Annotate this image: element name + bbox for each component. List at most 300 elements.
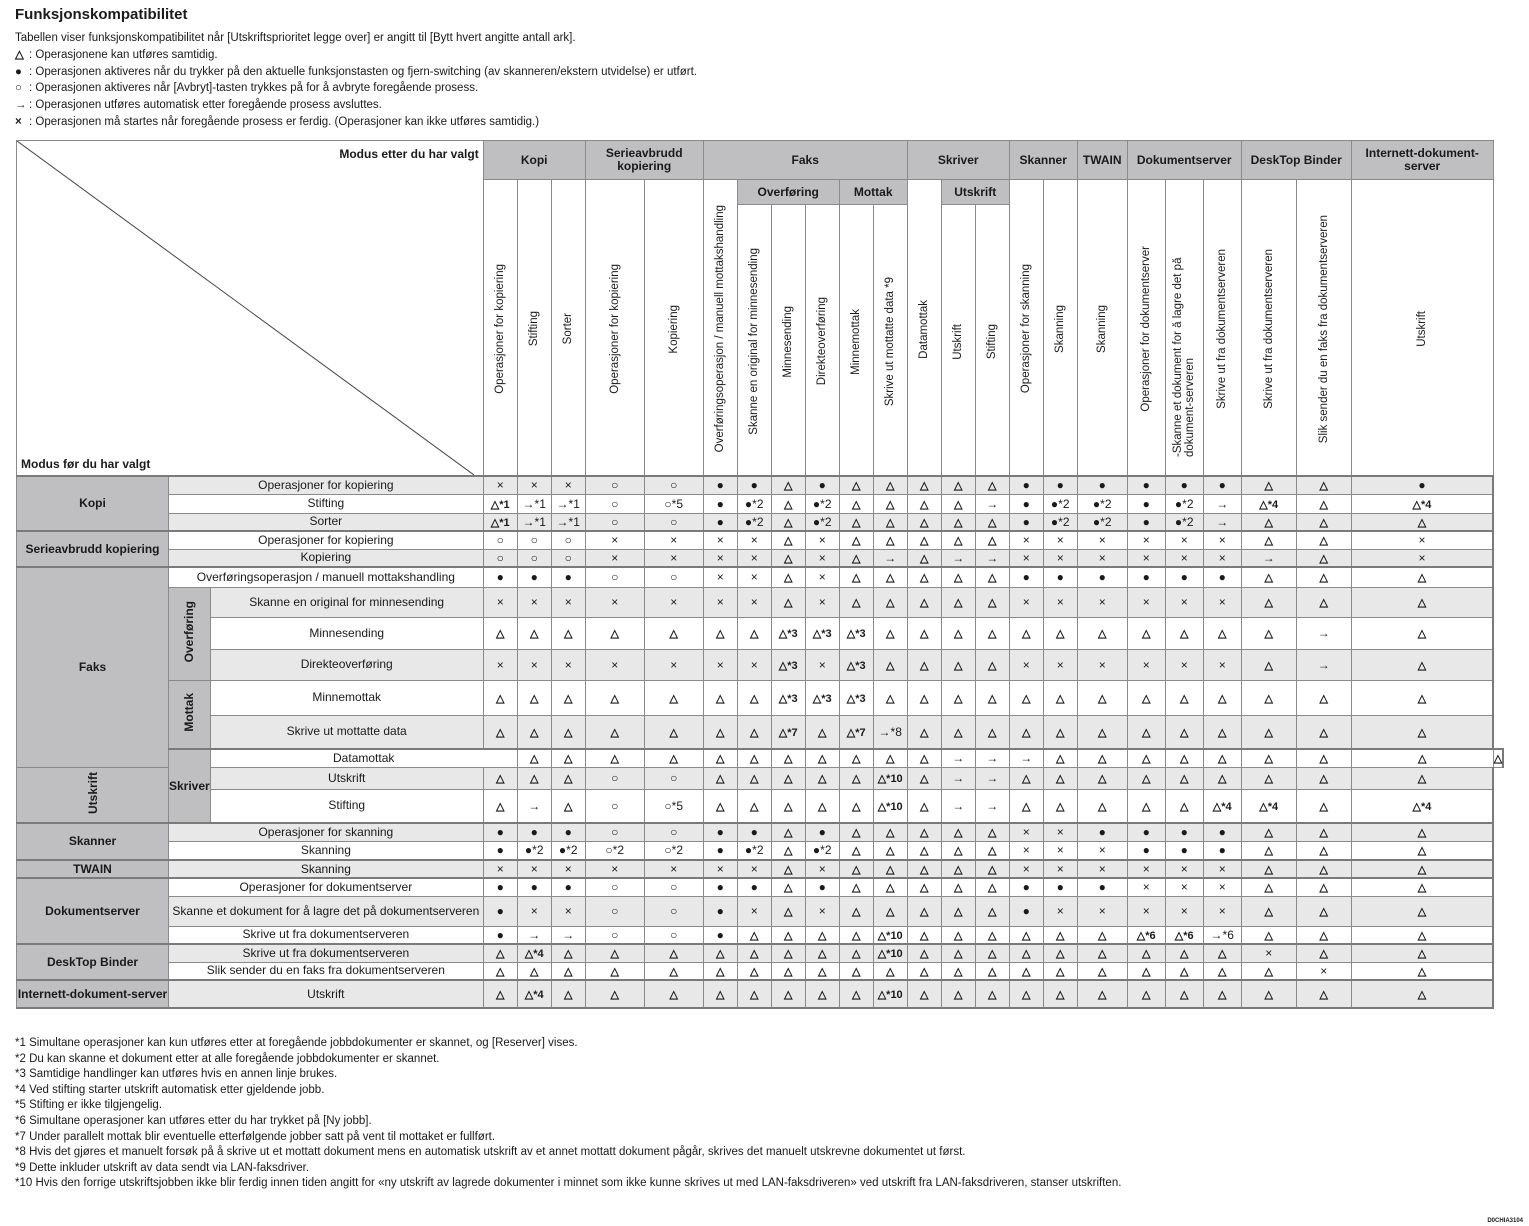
cross-icon: × [716,657,724,672]
table-cell [975,749,1009,767]
table-cell [1165,926,1203,944]
table-cell [941,680,975,715]
cross-icon: × [818,657,826,672]
cross-icon: × [1022,825,1030,840]
triangle-icon: △ [987,845,997,858]
cross-icon: × [1056,904,1064,918]
arrow-right-icon: → [528,798,541,813]
table-cell [1351,494,1493,513]
arrow-right-icon: → [1216,514,1229,529]
triangle-icon: △*4 [1412,498,1432,511]
filled-circle-icon: ● [716,514,724,529]
table-row [17,549,1504,567]
table-cell [1127,587,1165,617]
table-cell [703,980,737,1008]
table-cell [1127,980,1165,1008]
triangle-icon: △ [529,726,539,739]
open-circle-icon: ○ [670,570,678,585]
table-cell [1203,896,1241,926]
table-cell [517,767,551,789]
table-cell [839,649,873,680]
triangle-icon: △ [987,948,997,961]
table-cell [771,823,805,841]
table-cell [941,789,975,823]
table-cell [644,926,703,944]
table-cell [771,980,805,1008]
triangle-icon: △ [783,845,793,858]
table-row [17,649,1504,680]
col-header: Operasjoner for dokumentserver [1127,180,1165,477]
table-cell [1296,896,1351,926]
triangle-icon: △ [987,659,997,672]
table-cell [805,926,839,944]
triangle-icon: △ [851,929,861,942]
triangle-icon: △ [987,516,997,529]
triangle-icon: △ [1264,597,1273,609]
triangle-icon: △ [1264,906,1273,918]
cross-icon: × [1218,533,1226,548]
table-cell [1043,549,1077,567]
table-cell [941,749,975,767]
table-cell [703,926,737,944]
triangle-icon: △ [987,929,997,942]
row-group-skanner: Skanner [17,823,169,860]
row-label: Stifting [169,494,484,513]
table-cell [517,980,551,1008]
arrow-right-icon: → [952,771,965,785]
table-cell [1009,494,1043,513]
row-subgroup-skriver_utskrift: Utskrift [17,767,169,823]
table-cell [1127,567,1165,587]
table-cell [941,476,975,494]
triangle-icon: △ [749,753,759,766]
table-cell [1077,860,1127,878]
triangle-icon: △ [1417,906,1427,918]
cross-icon: × [530,862,538,876]
triangle-icon: △ [783,498,793,511]
table-cell [839,617,873,649]
triangle-icon: △ [851,906,861,918]
filled-circle-icon: ● [1218,478,1226,493]
triangle-icon: △ [953,845,963,858]
filled-circle-icon: ● [818,825,826,840]
table-cell [1043,789,1077,823]
table-cell [1009,513,1043,531]
triangle-icon: △ [885,827,895,840]
table-row [17,926,1504,944]
filled-circle-icon: ● [1022,904,1030,918]
col-header: -Skanne et dokument for å lagre det på dokument-serveren [1165,180,1203,477]
triangle-icon: △ [919,882,929,895]
table-cell [839,841,873,860]
table-cell [1009,841,1043,860]
triangle-icon: △ [669,965,678,978]
figure-code: D0CHIA3104 [1487,1218,1523,1224]
footnote: *1 Simultane operasjoner kan kun utføres etter at foregående jobbdokumenter er skannet, og [Reserver] vises. [15,1037,578,1049]
table-cell [1296,680,1351,715]
col-header: Operasjoner for skanning [1009,180,1043,477]
table-cell [941,896,975,926]
triangle-icon: △ [1179,726,1189,739]
table-cell [644,860,703,878]
table-cell [907,476,941,494]
table-cell [873,944,907,962]
triangle-icon: △ [1179,989,1189,1001]
cross-icon: × [1218,657,1226,672]
triangle-icon: △*10 [877,989,903,1001]
table-cell [805,494,839,513]
before-mode-label: Modus før du har valgt [21,457,151,471]
table-cell [703,860,737,878]
table-cell [1043,531,1077,549]
table-cell [737,767,771,789]
open-circle-icon: ○ [15,82,22,95]
triangle-icon: △ [610,965,619,978]
table-cell [644,749,703,767]
table-cell [1127,878,1165,896]
table-cell [1077,567,1127,587]
table-cell [1165,476,1203,494]
filled-circle-icon: ● [530,880,538,895]
table-cell [1077,789,1127,823]
table-cell [1165,962,1203,980]
triangle-icon: △ [715,628,725,640]
legend-item: △ : Operasjonene kan utføres samtidig. [15,47,697,64]
table-cell [1127,896,1165,926]
triangle-icon: △ [749,989,759,1001]
triangle-icon: △ [715,726,725,739]
table-cell [1077,926,1127,944]
triangle-icon: △ [495,989,505,1001]
table-cell [1351,878,1493,896]
table-cell [1351,587,1493,617]
table-row [17,715,1504,749]
table-cell [941,587,975,617]
table-cell [771,549,805,567]
table-cell [839,715,873,749]
table-cell [1351,944,1493,962]
table-cell [771,896,805,926]
triangle-icon: △ [1417,572,1427,585]
table-cell [1043,860,1077,878]
triangle-icon: △ [953,659,963,672]
filled-circle-icon: ● [716,825,724,840]
table-cell [907,513,941,531]
cross-icon: × [1098,843,1106,858]
table-row [17,567,1504,587]
legend-item: ● : Operasjonen aktiveres når du trykker på den aktuelle funksjonstasten og fjern-switching (av skanneren/ekstern utvidelse) er utført. [15,64,697,81]
col-group-skanner: Skanner [1009,141,1077,180]
triangle-icon: △ [783,882,793,895]
table-cell [839,878,873,896]
table-cell [644,789,703,823]
table-cell [483,567,517,587]
table-cell [737,476,771,494]
table-cell [771,749,805,767]
table-cell [517,789,551,823]
triangle-icon: △ [1021,989,1031,1001]
filled-circle-icon: ●*2 [1174,514,1194,529]
filled-circle-icon: ● [1022,514,1030,529]
table-cell [1203,878,1241,896]
triangle-icon: △ [1417,516,1427,529]
triangle-icon: △ [851,800,861,813]
cross-icon: × [1180,657,1188,672]
triangle-icon: △ [1021,948,1031,961]
table-cell [644,567,703,587]
table-cell [1241,823,1296,841]
triangle-icon: △ [1097,929,1107,942]
open-circle-icon: ○ [670,927,678,942]
triangle-icon: △ [715,692,725,705]
col-header: Direkteoverføring [805,205,839,477]
table-cell [1165,680,1203,715]
table-cell [907,767,941,789]
filled-circle-icon: ● [1098,570,1106,585]
table-cell [805,680,839,715]
cross-icon: × [564,595,572,609]
open-circle-icon: ○*5 [664,798,683,813]
footnote: *2 Du kan skanne et dokument etter at alle foregående jobbdokumenter er skannet. [15,1052,440,1065]
triangle-icon: △ [851,773,861,785]
table-cell [1127,926,1165,944]
table-cell [1165,587,1203,617]
triangle-icon: △ [817,753,827,766]
table-cell [1165,617,1203,649]
table-cell [703,649,737,680]
table-cell [1203,680,1241,715]
table-cell [1351,980,1493,1008]
triangle-icon: △ [1417,773,1427,785]
table-cell [703,567,737,587]
table-cell [839,823,873,841]
row-label: Skanne et dokument for å lagre det på dokumentserveren [169,896,484,926]
cross-icon: × [1056,862,1064,876]
cross-icon: × [611,550,619,565]
cross-icon: × [750,904,758,918]
cross-icon: × [1218,904,1226,918]
table-cell [805,476,839,494]
triangle-icon: △ [1264,845,1273,858]
triangle-icon: △ [1141,989,1151,1001]
col-header: Operasjoner for kopiering [585,180,644,477]
triangle-icon: △ [1021,965,1031,978]
filled-circle-icon: ● [750,825,758,840]
table-cell [551,680,585,715]
table-cell [1351,749,1493,767]
table-cell [1165,823,1203,841]
table-cell [1203,494,1241,513]
triangle-icon: △ [1264,572,1273,585]
table-cell [1296,789,1351,823]
table-cell [1296,649,1351,680]
arrow-right-icon: → [1317,626,1330,640]
triangle-icon: △ [1264,692,1273,705]
table-cell [644,823,703,841]
table-cell [551,476,585,494]
table-cell [907,841,941,860]
table-cell [805,944,839,962]
triangle-icon: △ [1055,773,1065,785]
table-row [17,878,1504,896]
triangle-icon: △ [1319,800,1328,813]
table-cell [585,823,644,841]
table-cell [771,531,805,549]
table-cell [873,649,907,680]
open-circle-icon: ○ [611,904,619,918]
triangle-icon: △ [669,989,678,1001]
table-cell [839,767,873,789]
table-cell [941,860,975,878]
triangle-icon: △ [851,516,861,529]
filled-circle-icon: ● [1098,880,1106,895]
filled-circle-icon: ● [1098,478,1106,493]
table-cell [1009,789,1043,823]
open-circle-icon: ○ [496,550,504,565]
filled-circle-icon: ●*2 [812,496,832,511]
table-cell [1009,980,1043,1008]
triangle-icon: △ [1319,726,1328,739]
row-label: Stifting [210,789,483,823]
triangle-icon: △ [851,948,861,961]
table-cell [585,749,644,767]
cross-icon: × [1098,550,1106,565]
cross-icon: × [611,533,619,548]
col-header: Skrive ut fra dokumentserveren [1203,180,1241,477]
cross-icon: × [716,550,724,565]
table-cell [585,944,644,962]
row-label: Datamottak [210,749,517,767]
table-cell [907,789,941,823]
triangle-icon: △ [1264,929,1273,942]
filled-circle-icon: ● [1142,825,1150,840]
triangle-icon: △ [1319,597,1328,609]
filled-circle-icon: ● [1056,478,1064,493]
table-cell [585,767,644,789]
triangle-icon: △ [1217,726,1227,739]
table-cell [517,476,551,494]
table-cell [975,587,1009,617]
cross-icon: × [1180,550,1188,565]
table-cell [703,531,737,549]
col-group-dok: Dokumentserver [1127,141,1241,180]
table-cell [805,531,839,549]
triangle-icon: △ [783,516,793,529]
filled-circle-icon: ● [716,843,724,858]
triangle-icon: △ [1264,516,1273,529]
cross-icon: × [818,550,826,565]
triangle-icon: △ [1097,989,1107,1001]
triangle-icon: △ [885,965,895,978]
open-circle-icon: ○ [611,478,619,493]
triangle-icon: △*10 [877,773,903,785]
table-cell [805,823,839,841]
table-cell [551,549,585,567]
table-cell [1351,823,1493,841]
filled-circle-icon: ● [818,478,826,493]
triangle-icon: △ [783,480,793,493]
triangle-icon: △ [919,552,929,565]
table-cell [585,926,644,944]
triangle-icon: △ [919,965,929,978]
triangle-icon: △ [1055,800,1065,813]
triangle-icon: △ [953,597,963,609]
cross-icon: × [530,657,538,672]
table-cell [1127,749,1165,767]
triangle-icon: △ [919,597,929,609]
row-label: Operasjoner for skanning [169,823,484,841]
filled-circle-icon: ● [1142,478,1150,493]
table-cell [771,680,805,715]
row-label: Skanning [169,841,484,860]
table-cell [1296,476,1351,494]
table-cell [644,649,703,680]
triangle-icon: △ [495,726,505,739]
filled-circle-icon: ● [1022,570,1030,585]
table-cell [771,649,805,680]
triangle-icon: △ [669,948,678,961]
table-cell [483,841,517,860]
triangle-icon: △ [953,948,963,961]
table-cell [873,749,907,767]
table-cell [1241,749,1296,767]
table-cell [1077,962,1127,980]
triangle-icon: △ [987,535,997,548]
table-cell [517,749,551,767]
cross-icon: × [1218,862,1226,876]
triangle-icon: △ [1021,773,1031,785]
triangle-icon: △ [885,906,895,918]
table-cell [1009,944,1043,962]
table-cell [517,944,551,962]
triangle-icon: △ [953,498,963,511]
cross-icon: × [1022,862,1030,876]
filled-circle-icon: ● [1218,570,1226,585]
table-row [17,749,1504,767]
table-cell [1077,878,1127,896]
table-cell [737,896,771,926]
table-cell [517,715,551,749]
corner-header [17,141,484,477]
triangle-icon: △ [1141,726,1151,739]
table-cell [737,860,771,878]
table-cell [551,860,585,878]
triangle-icon: △ [1217,989,1227,1001]
table-cell [483,531,517,549]
col-subgroup-mottak: Mottak [839,180,907,205]
table-cell [585,980,644,1008]
table-cell [644,531,703,549]
triangle-icon: △ [851,965,861,978]
table-cell [1296,617,1351,649]
table-cell [1009,680,1043,715]
table-cell [771,944,805,962]
table-cell [873,549,907,567]
table-cell [1127,680,1165,715]
triangle-icon: △ [851,480,861,493]
triangle-icon: △ [885,659,895,672]
table-cell [644,715,703,749]
triangle-icon: △ [1319,552,1328,565]
table-cell [1043,926,1077,944]
triangle-icon: △ [1264,726,1273,739]
table-cell [1203,549,1241,567]
table-cell [703,549,737,567]
col-header: Utskrift [1351,180,1493,477]
triangle-icon: △ [851,989,861,1001]
row-group-inet: Internett-dokument-server [17,980,169,1008]
table-cell [1296,878,1351,896]
